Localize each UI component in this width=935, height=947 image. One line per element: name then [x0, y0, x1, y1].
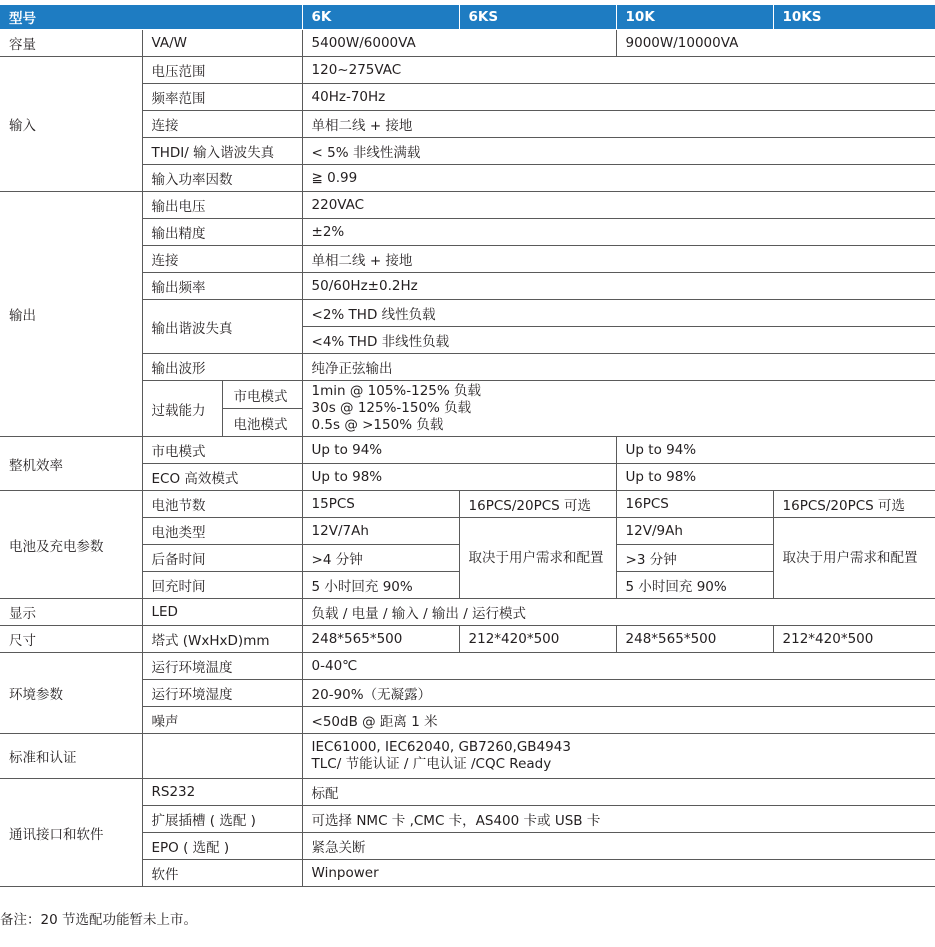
input-connection-label: 连接 [142, 111, 302, 138]
output-voltage-label: 输出电压 [142, 192, 302, 219]
overload-mode-battery: 电池模式 [222, 409, 302, 437]
input-thdi-label: THDI/ 输入谐波失真 [142, 138, 302, 165]
environment-temp-label: 运行环境温度 [142, 653, 302, 680]
battery-cells-10k: 16PCS [616, 491, 773, 518]
efficiency-mains-6k: Up to 94% [302, 437, 616, 464]
output-connection-value: 单相二线 + 接地 [302, 246, 935, 273]
output-accuracy-label: 输出精度 [142, 219, 302, 246]
efficiency-mains-label: 市电模式 [142, 437, 302, 464]
spec-table [0, 5, 935, 887]
header-model: 型号 [0, 5, 302, 30]
size-10k: 248*565*500 [616, 626, 773, 653]
battery-type-label: 电池类型 [142, 518, 302, 545]
comm-software-label: 软件 [142, 860, 302, 887]
display-group: 显示 [0, 599, 142, 626]
input-freq-label: 频率范围 [142, 84, 302, 111]
input-voltage-range-value: 120~275VAC [302, 57, 935, 84]
battery-type-10k: 12V/9Ah [616, 518, 773, 545]
battery-backup-6k: >4 分钟 [302, 545, 459, 572]
input-freq-value: 40Hz-70Hz [302, 84, 935, 111]
efficiency-eco-10k: Up to 98% [616, 464, 935, 491]
environment-humidity-value: 20-90%（无凝露） [302, 680, 935, 707]
standards-group: 标准和认证 [0, 734, 142, 779]
standards-row [0, 734, 935, 779]
battery-group: 电池及充电参数 [0, 491, 142, 599]
comm-slot-value: 可选择 NMC 卡 ,CMC 卡，AS400 卡或 USB 卡 [302, 806, 935, 833]
capacity-value-6k: 5400W/6000VA [302, 30, 616, 57]
input-connection-value: 单相二线 + 接地 [302, 111, 935, 138]
comm-rs232-value: 标配 [302, 779, 935, 806]
input-row [0, 57, 935, 84]
capacity-value-10k: 9000W/10000VA [616, 30, 935, 57]
footnote: 备注：20 节选配功能暂未上市。 [0, 912, 197, 928]
standards-values [302, 734, 935, 779]
output-frequency-value: 50/60Hz±0.2Hz [302, 273, 935, 300]
environment-noise-value: <50dB @ 距离 1 米 [302, 707, 935, 734]
battery-cells-6ks: 16PCS/20PCS 可选 [459, 491, 616, 518]
battery-recharge-10k: 5 小时回充 90% [616, 572, 773, 599]
battery-cells-6k: 15PCS [302, 491, 459, 518]
input-group: 输入 [0, 57, 142, 192]
size-group: 尺寸 [0, 626, 142, 653]
header-10ks: 10KS [773, 5, 935, 30]
overload-line-2: 30s @ 125%-150% 负载 [311, 400, 472, 416]
battery-row [0, 491, 935, 518]
capacity-group: 容量 [0, 30, 142, 57]
input-thdi-value: < 5% 非线性满载 [302, 138, 935, 165]
output-accuracy-value: ±2% [302, 219, 935, 246]
output-group: 输出 [0, 192, 142, 437]
size-6ks: 212*420*500 [459, 626, 616, 653]
battery-depends-10ks: 取决于用户需求和配置 [773, 518, 935, 599]
output-frequency-label: 输出频率 [142, 273, 302, 300]
display-label: LED [142, 599, 302, 626]
capacity-row [0, 30, 935, 57]
battery-cells-label: 电池节数 [142, 491, 302, 518]
comm-epo-label: EPO ( 选配 ) [142, 833, 302, 860]
comm-software-value: Winpower [302, 860, 935, 887]
environment-row [0, 653, 935, 680]
output-thd-label: 输出谐波失真 [142, 300, 302, 354]
efficiency-eco-6k: Up to 98% [302, 464, 616, 491]
output-waveform-value: 纯净正弦输出 [302, 354, 935, 381]
header-6ks: 6KS [459, 5, 616, 30]
battery-backup-label: 后备时间 [142, 545, 302, 572]
output-row [0, 192, 935, 219]
input-pf-value: ≧ 0.99 [302, 165, 935, 192]
output-thd-linear: <2% THD 线性负载 [302, 300, 935, 327]
battery-recharge-6k: 5 小时回充 90% [302, 572, 459, 599]
overload-line-3: 0.5s @ >150% 负载 [311, 417, 444, 433]
output-waveform-label: 输出波形 [142, 354, 302, 381]
size-6k: 248*565*500 [302, 626, 459, 653]
display-row [0, 599, 935, 626]
display-value: 负载 / 电量 / 输入 / 输出 / 运行模式 [302, 599, 935, 626]
output-connection-label: 连接 [142, 246, 302, 273]
battery-backup-10k: >3 分钟 [616, 545, 773, 572]
size-row [0, 626, 935, 653]
battery-depends-6ks: 取决于用户需求和配置 [459, 518, 616, 599]
environment-humidity-label: 运行环境湿度 [142, 680, 302, 707]
size-10ks: 212*420*500 [773, 626, 935, 653]
comm-group: 通讯接口和软件 [0, 779, 142, 887]
battery-cells-10ks: 16PCS/20PCS 可选 [773, 491, 935, 518]
comm-rs232-label: RS232 [142, 779, 302, 806]
comm-slot-label: 扩展插槽 ( 选配 ) [142, 806, 302, 833]
header-10k: 10K [616, 5, 773, 30]
battery-type-6k: 12V/7Ah [302, 518, 459, 545]
standards-line-1: IEC61000, IEC62040, GB7260,GB4943 [311, 739, 571, 755]
overload-mode-mains: 市电模式 [222, 381, 302, 409]
efficiency-group: 整机效率 [0, 437, 142, 491]
environment-group: 环境参数 [0, 653, 142, 734]
comm-row [0, 779, 935, 806]
efficiency-eco-label: ECO 高效模式 [142, 464, 302, 491]
capacity-label: VA/W [142, 30, 302, 57]
size-label: 塔式 (WxHxD)mm [142, 626, 302, 653]
input-voltage-range-label: 电压范围 [142, 57, 302, 84]
battery-recharge-label: 回充时间 [142, 572, 302, 599]
output-thd-nonlinear: <4% THD 非线性负载 [302, 327, 935, 354]
overload-line-1: 1min @ 105%-125% 负载 [311, 383, 482, 399]
environment-temp-value: 0-40℃ [302, 653, 935, 680]
efficiency-mains-10k: Up to 94% [616, 437, 935, 464]
environment-noise-label: 噪声 [142, 707, 302, 734]
standards-line-2: TLC/ 节能认证 / 广电认证 /CQC Ready [311, 756, 552, 772]
header-row [0, 5, 935, 30]
output-voltage-value: 220VAC [302, 192, 935, 219]
efficiency-row [0, 437, 935, 464]
comm-epo-value: 紧急关断 [302, 833, 935, 860]
overload-values [302, 381, 935, 437]
output-overload-label: 过载能力 [142, 381, 222, 437]
header-6k: 6K [302, 5, 459, 30]
input-pf-label: 输入功率因数 [142, 165, 302, 192]
standards-empty [142, 734, 302, 779]
